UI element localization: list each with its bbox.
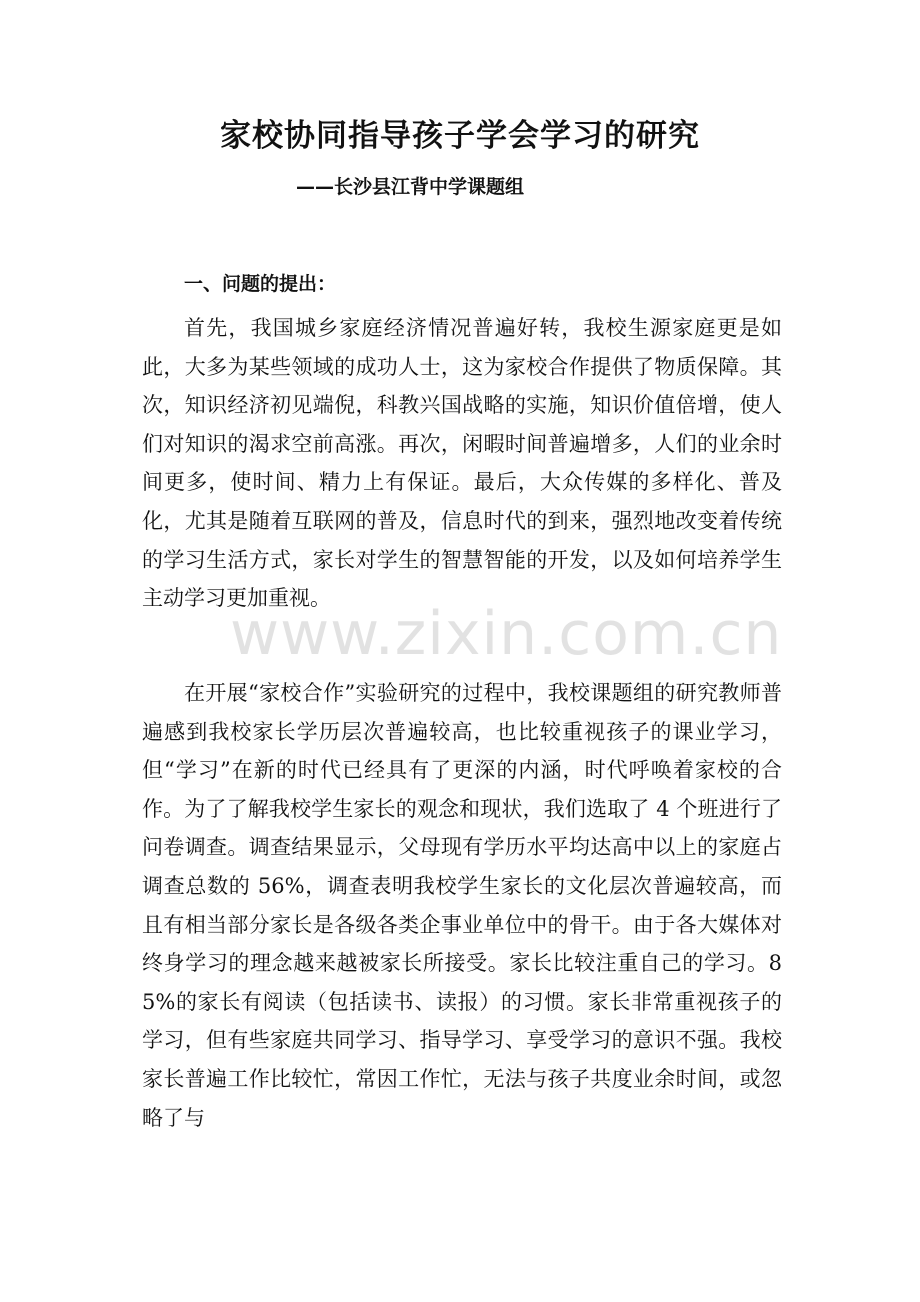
document-title: 家校协同指导孩子学会学习的研究 <box>220 118 700 154</box>
paragraph: 首先，我国城乡家庭经济情况普遍好转，我校生源家庭更是如此，大多为某些领域的成功人士，这为家校合作提供了物质保障。其次，知识经济初见端倪，科教兴国战略的实施，知识价值倍增，使人们对知识的渴求空前高涨。再次，闲暇时间普遍增多，人们的业余时间更多，使时间、精力上有保证。最后，大众传媒的多样化、普及化，尤其是随着互联网的普及，信息时代的到来，强烈地改变着传统的学习生活方式，家长对学生的智慧智能的开发，以及如何培养学生主动学习更加重视。 <box>142 316 782 611</box>
document-subtitle: ——长沙县江背中学课题组 <box>296 176 525 198</box>
section-heading: 一、问题的提出： <box>184 273 337 295</box>
paragraph: 在开展“家校合作”实验研究的过程中，我校课题组的研究教师普遍感到我校家长学历层次普遍较高，也比较重视孩子的课业学习，但“学习”在新的时代已经具有了更深的内涵，时代呼唤着家校的合作。为了了解我校学生家长的观念和现状，我们选取了 4 个班进行了问卷调查。调查结果显示，父母现有学历水平均达高中以上的家庭占调查总数的 56%，调查表明我校学生家长的文化层次普遍较高，而且有相当部分家长是各级各类企事业单位中的骨干。由于各大媒体对终身学习的理念越来越被家长所接受。家长比较注重自己的学习。85%的家长有阅读（包括读书、读报）的习惯。家长非常重视孩子的学习，但有些家庭共同学习、指导学习、享受学习的意识不强。我校家长普遍工作比较忙，常因工作忙，无法与孩子共度业余时间，或忽略了与 <box>142 681 782 1130</box>
watermark: www.zixin.com.cn <box>230 599 783 669</box>
